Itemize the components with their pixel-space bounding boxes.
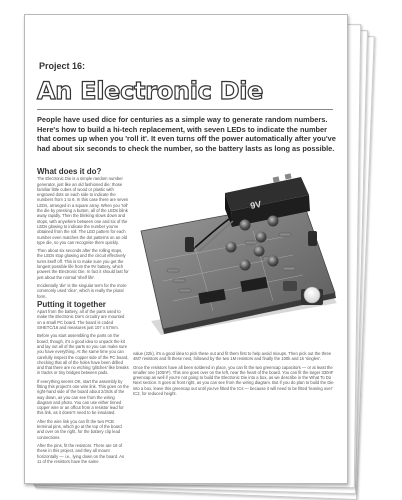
capacitor [185, 237, 194, 252]
body-paragraph: After the pins, fit the resistors. There are 18 of these in this project, and they all mount horizontally — i.e., lying down on the board. As 11 of the resistors have the same [37, 442, 125, 464]
body-paragraph: Then about six seconds after the rolling stops, the LEDs stop glowing and the circuit effectively turns itself off. This is to make sure you get the longest possible life from the 9V battery, which powers the Electronic Die. In fact it should last for just about the normal 'shelf life'. [37, 248, 129, 280]
body-paragraph: Before you start assembling the parts on the board, though, it's a good idea to unpack the kit and lay out all of the parts so you can make sure you have everything. At the same time you can carefully inspect the copper side of the PC board, checking that all of the holes have been drilled and that there are no etching 'glitches' like breaks in tracks or tiny bridges between pads. [37, 333, 129, 376]
heading-what-does-it-do: What does it do? [37, 167, 102, 176]
front-page [24, 14, 348, 484]
body-paragraph: value (22k), it's a good idea to pick these out and fit them first to help avoid mixups. Then pick out the three 4M7 resistors and fit these next, followed by the two 1M resistors and finally the 100k and 1k 'singles'. [133, 351, 332, 362]
circuit-board-photo [133, 171, 341, 347]
capacitor [283, 281, 297, 291]
heading-putting-it-together: Putting it together [37, 299, 106, 309]
body-paragraph: After the wire link you can fit the two PCB terminal pins, which go at the top of the board and over on the right, for the battery clip lead connections. [37, 418, 122, 440]
roll-button [301, 287, 323, 305]
body-paragraph: The Electronic Die is a simple random number generator, just like an old fashioned die: those familiar little cubes of wood or plastic with engraved dots on each side to indicate the numbers from 1 to 6. In this case there are seven LEDs, arranged in a square array. When you 'roll' the die by pressing a button, all of the LEDs blink away rapidly. Then the blinking slows down and stops, with anywhere between one and six of the LEDs glowing to indicate the number you've obtained from the roll. The LED pattern for each number even matches the dot patterns on an old type die, so you can recognise them quickly. [37, 176, 129, 245]
left-column [37, 167, 129, 467]
title-divider [37, 109, 333, 110]
battery-label: 9V [249, 198, 263, 211]
intro-paragraph: People have used dice for centuries as a simple way to generate random numbers. Here's how to build a hi-tech replacement, with seven LEDs to indicate the number that comes up when you 'roll it'. It even turns off the power automatically after you've had about six seconds to check the number, so the battery lasts as long as possible. [37, 115, 336, 153]
body-paragraph: If everything seems OK, start the assembly by fitting this project's one wire link. This goes on the right-hand side of the board about 2/3rds of the way down, as you can see from the wiring diagram and photo. You can use either tinned copper wire or an offcut from a resistor lead for this link, as it doesn't need to be insulated. [37, 378, 129, 416]
body-paragraph: Apart from the battery, all of the parts used to make the Electronic Die's circuitry are mounted on a small PC board. The board is coded SIHETC/16 and measures just 107 x 57mm. [37, 309, 125, 331]
project-label: Project 16: [39, 61, 86, 71]
body-paragraph: Once the resistors have all been soldered in place, you can fit the two greencap capacitors — or at least the smaller one (100nF). This one goes over on the left, near the heart of the board. You can fit the larger 330nF greencap as well if you're not going to build the Electronic Die into a box, as we describe in the What To Do Next section. It goes at front right, as you can see from the wiring diagram. But if you do plan to build the Die into a box, leave this greencap out until you've fitted the ICs — because it will need to be fitted 'leaning over' IC2, for reduced height. [133, 364, 334, 397]
capacitor [308, 231, 317, 246]
bottom-text [133, 351, 339, 399]
page-title: An Electronic Die [37, 77, 264, 105]
body-paragraph: Incidentally 'die' is the singular term for the more commonly used 'dice', which is really the plural form. [37, 282, 127, 299]
